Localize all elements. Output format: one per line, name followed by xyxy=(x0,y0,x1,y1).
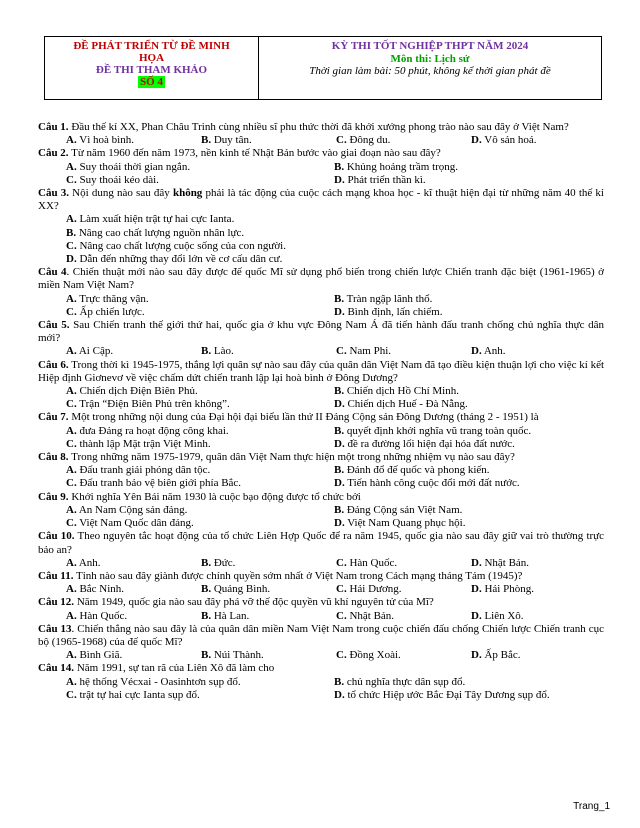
option-a: A. Vì hoà bình. xyxy=(66,134,134,147)
page-number: Trang_1 xyxy=(573,801,610,812)
option-a: A. đưa Đảng ra hoạt động công khai. xyxy=(66,424,229,437)
question-10 xyxy=(38,530,604,570)
option-c: C. Đấu tranh bảo vệ biên giới phía Bắc. xyxy=(66,477,242,490)
option-b: B. Đảng Cộng sản Việt Nam. xyxy=(334,503,463,516)
option-b: B. Duy tân. xyxy=(201,134,252,147)
question-number: Câu 4 xyxy=(38,266,67,279)
option-a: A. Chiến dịch Điện Biên Phủ. xyxy=(66,385,198,398)
option-d: D. đề ra đường lối hiện đại hóa đất nước. xyxy=(334,437,515,450)
question-number: Câu 6. xyxy=(38,358,69,371)
question-1 xyxy=(38,121,604,147)
option-d: D. Việt Nam Quang phục hội. xyxy=(334,517,466,530)
question-text: Sau Chiến tranh thế giới thứ hai, quốc gia ở khu vực Đông Nam Á đã tiến hành đấu tranh chống chủ nghĩa thực dân mới? xyxy=(38,319,605,345)
question-text: Trong thời kì 1945-1975, thắng lợi quân sự nào sau đây của quân dân Việt Nam đã tạo điều kiện thuận lợi cho việc kí kết Hiệp định Giơnevơ về việc chấm dứt chiến tranh lập lại hoà bình ở Đông Dương? xyxy=(38,358,605,384)
option-b: B. quyết định khởi nghĩa vũ trang toàn quốc. xyxy=(334,424,532,437)
option-c: C. Nam Phi. xyxy=(336,345,392,358)
question-text: Khởi nghĩa Yên Bái năm 1930 là cuộc bạo động được tổ chức bởi xyxy=(68,490,361,503)
question-text: Đầu thế kỉ XX, Phan Châu Trinh cùng nhiều sĩ phu thức thời đã khởi xướng phong trào nào sau đây ở Việt Nam? xyxy=(68,121,569,133)
question-text: Trong những năm 1975-1979, quân dân Việt Nam thực hiện một trong những nhiệm vụ nào sau đây? xyxy=(68,451,515,464)
option-d: D. Liên Xô. xyxy=(471,609,524,622)
option-c: C. Nhật Bản. xyxy=(336,609,395,622)
question-number: Câu 5. xyxy=(38,319,70,332)
header-left-line1: ĐỀ PHÁT TRIỂN TỪ ĐỀ MINH xyxy=(73,40,230,52)
emphasis-not: không xyxy=(172,187,203,200)
question-number: Câu 14. xyxy=(38,662,75,675)
option-a: A. An Nam Cộng sản đảng. xyxy=(66,503,188,516)
question-12 xyxy=(38,596,604,622)
question-number: Câu 2. xyxy=(38,147,69,160)
question-text: Từ năm 1960 đến năm 1973, nền kinh tế Nhật Bản bước vào giai đoạn nào sau đây? xyxy=(68,147,441,160)
question-3: Câu 3. Nội dung nào sau đây không phải là tác động của cuộc cách mạng khoa học - kĩ thuật hiện đại từ những năm 40 thế kỉ XX? A. Làm xuất hiện trật tự hai cực Ianta. B. Nâng cao chất lượng nguồn nhân lực. C. Nâng cao chất lượng cuộc sống của con người. D. Dẫn đến những thay đổi lớn về cơ cấu dân cư. xyxy=(38,187,604,266)
option-a: A. Bình Giã. xyxy=(66,649,123,662)
option-a: A. Làm xuất hiện trật tự hai cực Ianta. xyxy=(66,213,235,226)
question-4 xyxy=(38,266,604,319)
question-number: Câu 3. xyxy=(38,187,69,200)
option-d: D. Tiến hành công cuộc đổi mới đất nước. xyxy=(334,477,520,490)
option-d: D. Phát triển thần kì. xyxy=(334,173,426,186)
option-c: C. Hàn Quốc. xyxy=(336,556,398,569)
option-c: C. Hải Dương. xyxy=(336,583,402,596)
option-c: C. Suy thoái kéo dài. xyxy=(66,173,159,186)
option-c: C. Ấp chiến lược. xyxy=(66,305,145,318)
header-right xyxy=(259,37,601,99)
question-text: . Chiến thuật mới nào sau đây được đế quốc Mĩ sử dụng phổ biến trong chiến lược Chiến tranh đặc biệt (1961-1965) ở miền Nam Việt Nam? xyxy=(38,266,604,292)
question-13 xyxy=(38,623,604,663)
question-5 xyxy=(38,319,604,359)
option-d: D. Hải Phòng. xyxy=(471,583,534,596)
option-b: B. Chiến dịch Hồ Chí Minh. xyxy=(334,385,459,398)
option-d: D. Bình định, lấn chiếm. xyxy=(334,305,443,318)
option-a: A. Anh. xyxy=(66,556,101,569)
option-a: A. Bắc Ninh. xyxy=(66,583,125,596)
option-c: C. Nâng cao chất lượng cuộc sống của con người. xyxy=(66,239,286,252)
question-number: Câu 13 xyxy=(38,622,72,635)
option-b: B. chủ nghĩa thực dân sụp đổ. xyxy=(334,675,466,688)
question-number: Câu 7. xyxy=(38,411,69,424)
question-14 xyxy=(38,662,604,702)
option-d: D. tổ chức Hiệp ước Bắc Đại Tây Dương sụp đổ. xyxy=(334,688,550,701)
question-8 xyxy=(38,451,604,491)
option-d: D. Dẫn đến những thay đổi lớn về cơ cấu dân cư. xyxy=(66,253,283,266)
exam-duration: Thời gian làm bài: 50 phút, không kể thời gian phát đề xyxy=(309,65,551,77)
question-number: Câu 8. xyxy=(38,451,69,464)
option-a: A. Trực thăng vận. xyxy=(66,292,149,305)
question-11 xyxy=(38,570,604,596)
exam-title: KỲ THI TỐT NGHIỆP THPT NĂM 2024 xyxy=(331,40,529,52)
question-number: Câu 9. xyxy=(38,490,69,503)
exam-number-badge: SỐ 4 xyxy=(140,76,163,88)
option-d: D. Anh. xyxy=(471,345,506,358)
option-b: B. Nâng cao chất lượng nguồn nhân lực. xyxy=(66,226,245,239)
option-a: A. Ai Cập. xyxy=(66,345,114,358)
option-d: D. Chiến dịch Huế - Đà Nẵng. xyxy=(334,398,468,411)
header-left-line2: HỌA xyxy=(138,52,165,64)
option-a: A. Suy thoái thời gian ngắn. xyxy=(66,160,191,173)
option-d: D. Ấp Bắc. xyxy=(471,649,521,662)
option-b: B. Quảng Bình. xyxy=(201,583,271,596)
question-number: Câu 10. xyxy=(38,530,75,543)
option-c: C. Đồng Xoài. xyxy=(336,649,401,662)
option-a: A. hệ thống Vécxai - Oasinhtơn sụp đổ. xyxy=(66,675,241,688)
option-c: C. Đông du. xyxy=(336,134,391,147)
question-text: Năm 1949, quốc gia nào sau đây phá vỡ thế độc quyền vũ khí nguyên tử của Mĩ? xyxy=(74,596,434,609)
question-text: . Chiến thắng nào sau đây là của quân dân miền Nam Việt Nam trong cuộc chiến đấu chống Chiến lược Chiến tranh cục bộ (1965-1968) của đế quốc Mĩ? xyxy=(38,622,604,648)
question-number: Câu 12. xyxy=(38,596,75,609)
option-c: C. thành lập Mặt trận Việt Minh. xyxy=(66,437,211,450)
question-list xyxy=(38,121,604,702)
question-text: Một trong những nội dung của Đại hội đại biểu lần thứ II Đảng Cộng sản Đông Dương (tháng 2 - 1951) là xyxy=(68,411,539,424)
header-left-line3: ĐỀ THI THAM KHẢO xyxy=(95,64,208,76)
option-c: C. trật tự hai cực Ianta sụp đổ. xyxy=(66,688,200,701)
option-d: D. Vô sản hoá. xyxy=(471,134,537,147)
option-b: B. Đức. xyxy=(201,556,236,569)
exam-header xyxy=(44,36,602,100)
header-left xyxy=(45,37,259,99)
question-text: Theo nguyên tắc hoạt động của tổ chức Liên Hợp Quốc để ra năm 1945, quốc gia nào sau đây giữ vai trò thường trực bảo an? xyxy=(38,530,605,556)
question-number: Câu 1. xyxy=(38,121,69,133)
option-b: B. Đánh đổ đế quốc và phong kiến. xyxy=(334,464,490,477)
question-text: Tỉnh nào sau đây giành được chính quyền sớm nhất ở Việt Nam trong Cách mạng tháng Tám (1945)? xyxy=(73,569,523,582)
exam-subject: Môn thi: Lịch sử xyxy=(390,52,470,65)
question-text: Năm 1991, sự tan rã của Liên Xô đã làm cho xyxy=(74,662,275,675)
option-b: B. Hà Lan. xyxy=(201,609,250,622)
option-c: C. Trận “Điện Biên Phủ trên không”. xyxy=(66,398,230,411)
question-2 xyxy=(38,147,604,187)
option-d: D. Nhật Bản. xyxy=(471,556,530,569)
question-7 xyxy=(38,411,604,451)
question-9 xyxy=(38,491,604,531)
option-b: B. Lào. xyxy=(201,345,234,358)
option-b: B. Núi Thành. xyxy=(201,649,264,662)
option-b: B. Khủng hoảng trầm trọng. xyxy=(334,160,459,173)
option-a: A. Hàn Quốc. xyxy=(66,609,128,622)
question-number: Câu 11. xyxy=(38,569,74,582)
option-b: B. Tràn ngập lãnh thổ. xyxy=(334,292,433,305)
option-c: C. Việt Nam Quốc dân đảng. xyxy=(66,517,194,530)
question-6 xyxy=(38,359,604,412)
option-a: A. Đấu tranh giải phóng dân tộc. xyxy=(66,464,211,477)
